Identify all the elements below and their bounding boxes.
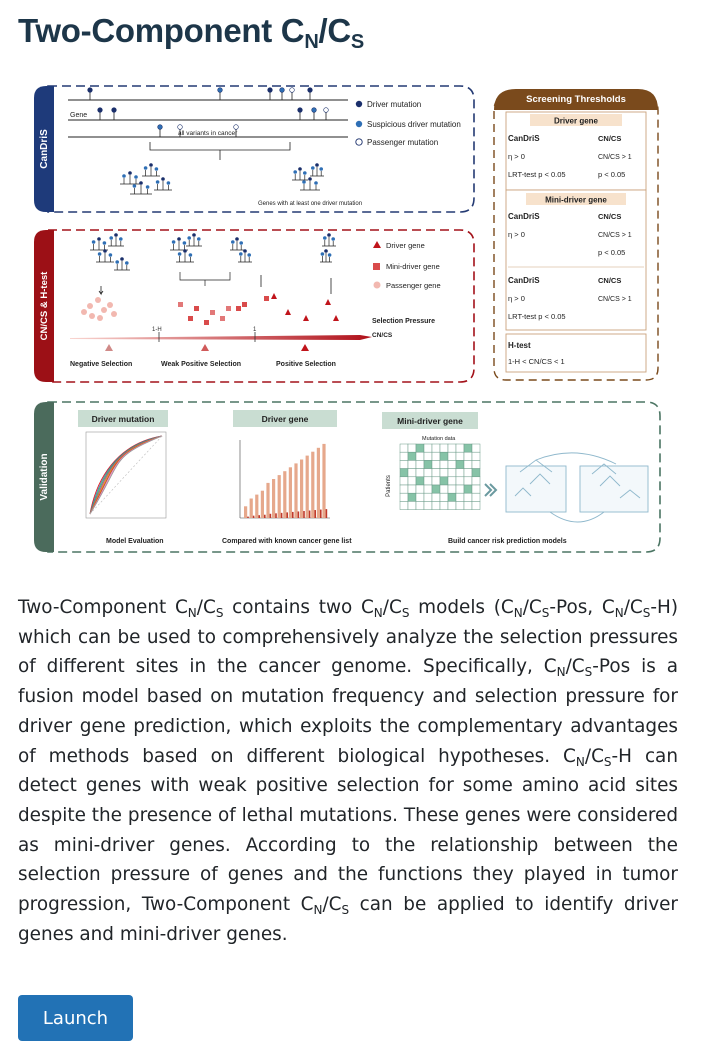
bar-accent [275, 513, 277, 518]
screening-thresholds [494, 89, 658, 380]
matrix-cell [464, 485, 472, 493]
matrix-cell [400, 469, 408, 477]
matrix-cell [400, 493, 408, 501]
passenger-gene-legend-icon [374, 282, 381, 289]
matrix-cell [448, 444, 456, 452]
matrix-cell [416, 444, 424, 452]
passenger-gene-dot [87, 303, 93, 309]
matrix-cell [464, 477, 472, 485]
matrix-cell [456, 444, 464, 452]
tree-node [239, 241, 243, 245]
matrix-cell [400, 452, 408, 460]
tree-node [92, 240, 96, 244]
passenger-gene-dot [89, 313, 95, 319]
tree-node [321, 252, 325, 256]
bar-accent [264, 515, 266, 518]
tree-node [119, 237, 123, 241]
tree-node [183, 241, 187, 245]
legend-driver-gene: Driver gene [386, 241, 425, 250]
tree-node [323, 236, 327, 240]
variants-label: all variants in cancer [178, 130, 238, 137]
matrix-cell [464, 501, 472, 509]
matrix-cell [432, 444, 440, 452]
tree-node [243, 249, 247, 253]
bar-accent [298, 511, 300, 518]
mutation-dot [312, 108, 317, 113]
driver-row2-candris: LRT-test p < 0.05 [508, 170, 566, 179]
tree-node [314, 181, 318, 185]
matrix-cell [424, 477, 432, 485]
tree-node [103, 241, 107, 245]
matrix-cell [440, 444, 448, 452]
mutation-dot [324, 108, 329, 113]
bar [266, 483, 269, 518]
matrix-cell [432, 469, 440, 477]
matrix-cell [408, 444, 416, 452]
page-title: Two-Component $C_N/C_S$ [18, 12, 364, 53]
tree-node [144, 166, 148, 170]
mutation-dot [218, 88, 223, 93]
matrix-cell [440, 485, 448, 493]
matrix-cell [408, 477, 416, 485]
mutation-dot [298, 108, 303, 113]
matrix-cell [472, 477, 480, 485]
label-positive-selection: Positive Selection [276, 361, 336, 368]
bar [278, 475, 281, 518]
matrix-cell [440, 493, 448, 501]
launch-button[interactable]: Launch [18, 995, 133, 1041]
bar-accent [314, 510, 316, 518]
mini-driver-gene-square [220, 316, 225, 321]
tree-node [298, 167, 302, 171]
mini-driver-gene-square [210, 310, 215, 315]
tree-node [98, 252, 102, 256]
matrix-cell [408, 485, 416, 493]
caption-build-models: Build cancer risk prediction models [448, 538, 567, 545]
matrix-cell [400, 501, 408, 509]
passenger-gene-dot [81, 309, 87, 315]
legend-passenger-gene: Passenger gene [386, 281, 441, 290]
matrix-cell [464, 444, 472, 452]
htest-title: H-test [508, 341, 531, 350]
matrix-cell [456, 469, 464, 477]
label-negative-selection: Negative Selection [70, 361, 133, 368]
mini-driver-gene-square [236, 306, 241, 311]
tree-node [302, 180, 306, 184]
tick-1h: 1-H [152, 327, 162, 333]
mutation-dot [178, 125, 183, 130]
mini-a-row1-candris: η > 0 [508, 230, 525, 239]
mutation-dot [98, 108, 103, 113]
matrix-cell [456, 477, 464, 485]
tree-node [134, 175, 138, 179]
bar [306, 456, 309, 518]
bar-accent [258, 515, 260, 518]
tree-node [167, 181, 171, 185]
matrix-cell [400, 444, 408, 452]
mini-col-cncs: CN/CS [598, 212, 622, 221]
matrix-cell [448, 477, 456, 485]
matrix-cell [456, 493, 464, 501]
tree-node [120, 257, 124, 261]
matrix-cell [400, 477, 408, 485]
tree-node [183, 249, 187, 253]
mutation-dot [158, 125, 163, 130]
matrix-cell [432, 485, 440, 493]
legend-passenger-mutation: Passenger mutation [367, 138, 439, 147]
driver-mutation-legend-icon [356, 101, 362, 107]
bar-accent [309, 511, 311, 518]
section-label-validation: Validation [39, 453, 50, 501]
bar-accent [281, 513, 283, 518]
matrix-cell [472, 469, 480, 477]
mini-driver-gene-square [226, 306, 231, 311]
matrix-cell [432, 493, 440, 501]
bar [300, 460, 303, 519]
mini-b-col-candris: CanDriS [508, 276, 540, 285]
matrix-cell [472, 452, 480, 460]
matrix-cell [416, 477, 424, 485]
matrix-cell [440, 477, 448, 485]
bar [322, 444, 325, 518]
mini-driver-gene-square [188, 316, 193, 321]
matrix-cell [464, 469, 472, 477]
matrix-cell [416, 501, 424, 509]
matrix-cell [432, 452, 440, 460]
driver-row1-cncs: CN/CS > 1 [598, 154, 632, 161]
section-label-cncs: CN/CS & H-test [39, 271, 50, 341]
matrix-cell [432, 460, 440, 468]
matrix-cell [424, 485, 432, 493]
matrix-cell [408, 452, 416, 460]
matrix-cell [440, 460, 448, 468]
legend-suspicious-mutation: Suspicious driver mutation [367, 120, 461, 129]
tree-node [97, 237, 101, 241]
label-weak-positive-selection: Weak Positive Selection [161, 361, 242, 368]
matrix-cell [448, 469, 456, 477]
matrix-cell [456, 452, 464, 460]
tree-node [146, 185, 150, 189]
matrix-cell [456, 460, 464, 468]
mutation-dot [268, 88, 273, 93]
matrix-cell [408, 493, 416, 501]
bar [283, 471, 286, 518]
tree-node [103, 249, 107, 253]
driver-mutation-heading: Driver mutation [91, 414, 155, 424]
selection-panel [34, 230, 474, 382]
matrix-cell [448, 493, 456, 501]
tree-node [328, 253, 332, 257]
mini-b-row1-cncs: CN/CS > 1 [598, 296, 632, 303]
bar [311, 452, 314, 518]
bar [272, 479, 275, 518]
matrix-cell [416, 460, 424, 468]
gene-label: Gene [70, 112, 88, 119]
tree-node [303, 171, 307, 175]
tree-node [156, 180, 160, 184]
matrix-cell [432, 501, 440, 509]
mini-driver-gene-square [242, 302, 247, 307]
matrix-cell [448, 501, 456, 509]
matrix-cell [416, 469, 424, 477]
matrix-cell [416, 485, 424, 493]
tree-node [293, 170, 297, 174]
matrix-cell [448, 452, 456, 460]
matrix-cell [448, 460, 456, 468]
driver-gene-subheader: Driver gene [553, 116, 599, 126]
bar-accent [292, 512, 294, 518]
mutation-dot [280, 88, 285, 93]
bar-accent [286, 512, 288, 518]
tree-node [324, 249, 328, 253]
mini-driver-legend-icon [373, 263, 380, 270]
bar-accent [303, 511, 305, 518]
thresholds-header: Screening Thresholds [526, 94, 626, 105]
bar [261, 491, 264, 518]
candris-panel [34, 86, 474, 212]
matrix-cell [464, 460, 472, 468]
bar [294, 463, 297, 518]
matrix-cell [416, 493, 424, 501]
tree-node [189, 253, 193, 257]
passenger-mutation-legend-icon [356, 139, 362, 145]
pipeline-figure [30, 80, 665, 558]
passenger-gene-dot [111, 311, 117, 317]
tree-node [187, 236, 191, 240]
mini-driver-subheader: Mini-driver gene [545, 195, 607, 205]
mutation-dot [290, 88, 295, 93]
driver-row2-cncs: p < 0.05 [598, 170, 626, 179]
tree-node [247, 253, 251, 257]
suspicious-mutation-legend-icon [356, 121, 362, 127]
tree-node [128, 171, 132, 175]
matrix-cell [424, 452, 432, 460]
mutation-dot [308, 88, 313, 93]
tree-node [122, 174, 126, 178]
matrix-cell [456, 485, 464, 493]
matrix-cell [448, 485, 456, 493]
selection-pressure-label: Selection Pressure [372, 318, 436, 325]
tick-1: 1 [253, 327, 257, 333]
tree-node [115, 260, 119, 264]
tree-node [109, 253, 113, 257]
legend-mini-driver-gene: Mini-driver gene [386, 262, 440, 271]
mini-driver-gene-square [204, 320, 209, 325]
matrix-cell [440, 452, 448, 460]
tree-node [161, 177, 165, 181]
matrix-cell [408, 469, 416, 477]
mutation-dot [234, 125, 239, 130]
bar-accent [320, 510, 322, 518]
bar-accent [253, 516, 255, 518]
bar-accent [270, 514, 272, 518]
mutation-dot [112, 108, 117, 113]
mini-col-candris: CanDriS [508, 212, 540, 221]
matrix-cell [440, 469, 448, 477]
matrix-cell [464, 452, 472, 460]
patients-label: Patients [386, 475, 392, 497]
bar [244, 506, 247, 518]
matrix-cell [456, 501, 464, 509]
matrix-cell [424, 501, 432, 509]
mini-a-row2-cncs: p < 0.05 [598, 248, 626, 257]
bar-accent [247, 517, 249, 518]
passenger-gene-dot [101, 307, 107, 313]
mini-b-row2-candris: LRT-test p < 0.05 [508, 312, 566, 321]
tree-node [177, 237, 181, 241]
tree-node [139, 181, 143, 185]
tree-node [331, 237, 335, 241]
driver-gene-heading: Driver gene [261, 414, 309, 424]
driver-col-candris: CanDriS [508, 134, 540, 143]
description: Two-Component $C_N/C_S$ contains two $C_N/C_S$ models ($C_N/C_S$-Pos, $C_N/C_S-H$) which can be used to comprehensively analyze the selection pressures of different sites in the cancer genome. Specifically, $C_N/C_S$-Pos is a fusion model based on mutation frequency and selection pressure for driver gene prediction, which exploits the complementary advantages of methods based on different biological hypotheses. $C_N/C_S-H$ can detect genes with weak positive selection for some amino acid sites despite the presence of lethal mutations. These genes were considered as mini-driver genes. According to the relationship between the selection pressure of genes and the functions they played in tumor progression, Two-Component $C_N/C_S$ can be applied to identify driver genes and mini-driver genes. [18, 597, 679, 945]
matrix-cell [424, 493, 432, 501]
tree-node [155, 167, 159, 171]
matrix-cell [424, 469, 432, 477]
mini-b-row1-candris: η > 0 [508, 294, 525, 303]
matrix-cell [464, 493, 472, 501]
tree-node [311, 166, 315, 170]
tree-node [319, 167, 323, 171]
matrix-cell [472, 485, 480, 493]
legend-driver-mutation: Driver mutation [367, 100, 422, 109]
matrix-cell [424, 460, 432, 468]
mini-b-col-cncs: CN/CS [598, 276, 622, 285]
tree-node [231, 240, 235, 244]
mutation-dot [88, 88, 93, 93]
mini-a-row1-cncs: CN/CS > 1 [598, 232, 632, 239]
matrix-cell [472, 493, 480, 501]
bar [250, 499, 253, 519]
tree-node [133, 184, 137, 188]
matrix-cell [408, 501, 416, 509]
roc-curves [86, 432, 166, 518]
tree-node [235, 237, 239, 241]
mutation-data-label: Mutation data [422, 436, 456, 442]
matrix-cell [400, 485, 408, 493]
tree-node [315, 163, 319, 167]
tree-node [109, 236, 113, 240]
section-label-candris: CanDriS [39, 129, 50, 169]
caption-compared: Compared with known cancer gene list [222, 538, 352, 545]
mini-driver-gene-square [194, 306, 199, 311]
passenger-gene-dot [97, 315, 103, 321]
validation-panel [34, 402, 660, 552]
passenger-gene-dot [107, 302, 113, 308]
bar [255, 495, 258, 518]
genes-with-driver-label: Genes with at least one driver mutation [258, 201, 363, 207]
tree-node [125, 261, 129, 265]
driver-row1-candris: η > 0 [508, 152, 525, 161]
caption-model-evaluation: Model Evaluation [106, 538, 164, 545]
mutation-matrix [400, 444, 480, 510]
matrix-cell [416, 452, 424, 460]
tree-node [192, 233, 196, 237]
tree-node [149, 163, 153, 167]
matrix-cell [408, 460, 416, 468]
tree-node [178, 252, 182, 256]
matrix-cell [472, 460, 480, 468]
driver-col-cncs: CN/CS [598, 134, 622, 143]
matrix-cell [472, 501, 480, 509]
htest-rule: 1-H < CN/CS < 1 [508, 357, 565, 366]
ratio-label: CN/CS [372, 332, 393, 339]
tree-node [327, 233, 331, 237]
matrix-cell [472, 444, 480, 452]
matrix-cell [440, 501, 448, 509]
tree-node [114, 233, 118, 237]
passenger-gene-dot [95, 297, 101, 303]
bar-accent [326, 509, 328, 518]
tree-node [308, 177, 312, 181]
tree-node [172, 240, 176, 244]
matrix-cell [400, 460, 408, 468]
matrix-cell [424, 444, 432, 452]
mini-driver-gene-square [178, 302, 183, 307]
tree-node [197, 237, 201, 241]
bar [317, 448, 320, 518]
mini-driver-gene-square [264, 296, 269, 301]
tree-node [239, 252, 243, 256]
matrix-cell [432, 477, 440, 485]
mini-driver-heading: Mini-driver gene [397, 416, 463, 426]
bar [289, 467, 292, 518]
